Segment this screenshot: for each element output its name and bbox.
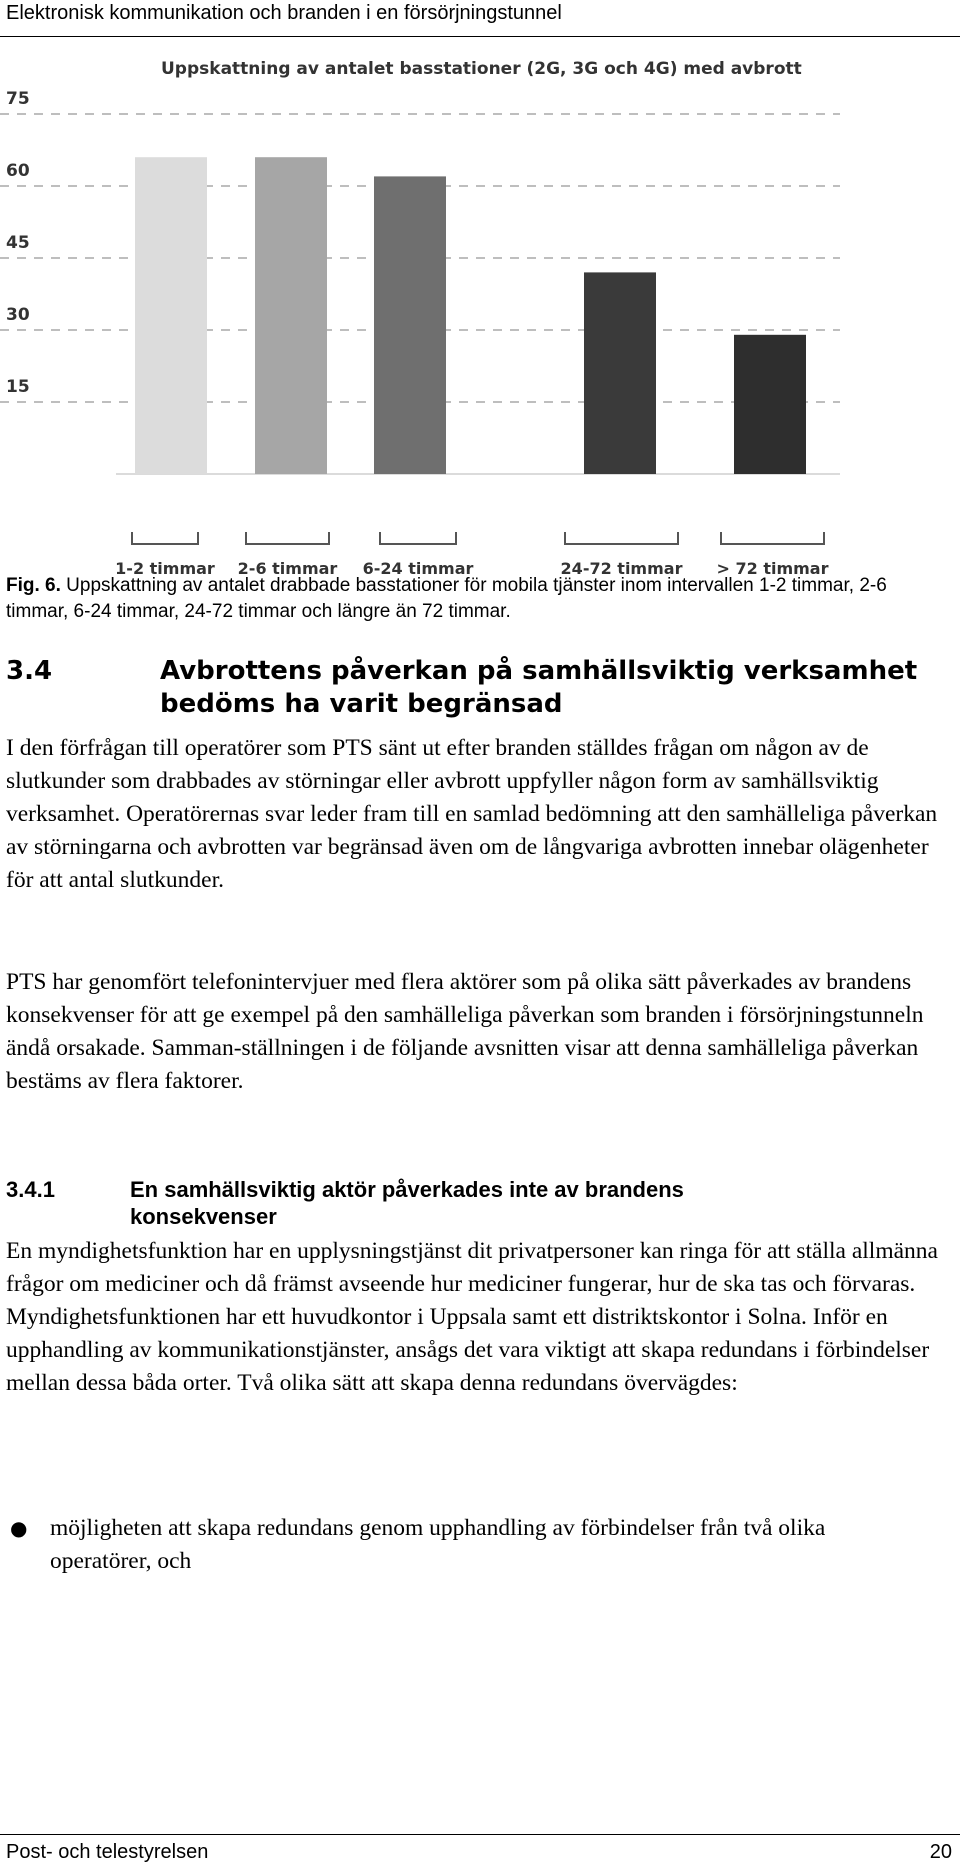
publisher-name: Post- och telestyrelsen <box>6 1841 209 1863</box>
category-bracket <box>380 532 456 544</box>
section-paragraph-1: I den förfrågan till operatörer som PTS sänt ut efter branden ställdes frågan om någon av de slutkunder som drabbades av störningar eller avbrott uppfyller någon form av samhällsviktig verksamhet. Operatörernas svar leder fram till en samlad bedömning att den samhälleliga påverkan av störningarna och avbrotten var begränsad även om de långvariga avbrotten innebar olägenheter för att antal slutkunder. <box>6 735 938 893</box>
figure-caption <box>6 573 941 625</box>
subsection-title: En samhällsviktig aktör påverkades inte av brandens konsekvenser <box>130 1177 684 1229</box>
category-bracket <box>246 532 329 544</box>
page-number: 20 <box>929 1841 952 1863</box>
page-header <box>0 0 960 37</box>
chart-title: Uppskattning av antalet basstationer (2G, 3G och 4G) med avbrott <box>161 59 802 79</box>
bar-chart <box>0 48 960 588</box>
section-number: 3.4 <box>6 656 53 686</box>
bullet-icon: ● <box>10 1516 28 1540</box>
y-tick-label: 30 <box>6 305 30 325</box>
running-title: Elektronisk kommunikation och branden i en försörjningstunnel <box>6 2 562 24</box>
category-bracket <box>132 532 198 544</box>
x-category-label: 6-24 timmar <box>362 559 474 578</box>
caption-text: Uppskattning av antalet drabbade basstationer för mobila tjänster inom intervallen 1-2 timmar, 2-6 timmar, 6-24 timmar, 24-72 timmar och längre än 72 timmar. <box>6 575 887 622</box>
category-bracket <box>721 532 824 544</box>
y-tick-label: 60 <box>6 161 30 181</box>
x-category-label: 24-72 timmar <box>560 559 683 578</box>
subsection-paragraph: En myndighetsfunktion har en upplysningstjänst dit privatpersoner kan ringa för att ställa allmänna frågor om mediciner och då främst avseende hur mediciner fungerar, hur de ska tas och förvaras. Myndighetsfunktionen har ett huvudkontor i Uppsala samt ett distriktskontor i Solna. Inför en upphandling av kommunikationstjänster, ansågs det vara viktigt att skapa redundans i förbindelser mellan dessa båda orter. Två olika sätt att skapa denna redundans övervägdes: <box>6 1238 938 1396</box>
x-category-label: 1-2 timmar <box>115 559 215 578</box>
section-paragraph-2: PTS har genomfört telefonintervjuer med flera aktörer som på olika sätt påverkades av brandens konsekvenser för att ge exempel på den samhälleliga påverkan som branden i försörjningstunneln ändå orsakade. Samman-ställningen i de följande avsnitten visar att denna samhälleliga påverkan bestäms av flera faktorer. <box>6 969 924 1094</box>
bar-1 <box>135 157 207 474</box>
category-bracket <box>565 532 678 544</box>
bar-3 <box>374 176 446 474</box>
y-tick-label: 75 <box>6 89 30 109</box>
x-category-label: > 72 timmar <box>716 559 829 578</box>
bar-2 <box>255 157 327 474</box>
subsection-number: 3.4.1 <box>6 1177 55 1202</box>
figure-label: Fig. 6. <box>6 575 61 596</box>
x-category-label: 2-6 timmar <box>237 559 338 578</box>
section-title: Avbrottens påverkan på samhällsviktig verksamhet bedöms ha varit begränsad <box>160 656 918 719</box>
y-tick-label: 45 <box>6 233 30 253</box>
y-tick-label: 15 <box>6 377 30 397</box>
page-footer <box>0 1834 960 1872</box>
bar-5 <box>734 335 806 474</box>
bullet-text: möjligheten att skapa redundans genom upphandling av förbindelser från två olika operatörer, och <box>50 1515 826 1574</box>
bar-4 <box>584 272 656 474</box>
